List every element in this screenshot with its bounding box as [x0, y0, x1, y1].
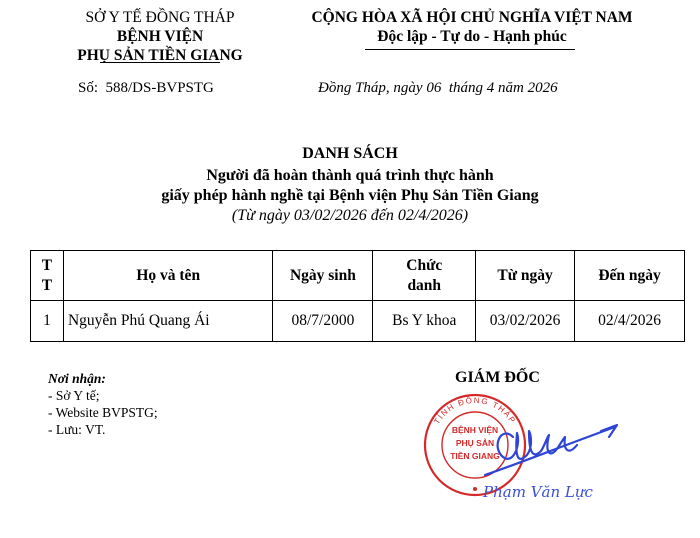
document-number-value: 588/DS-BVPSTG [105, 80, 214, 96]
recipients-label: Nơi nhận: [48, 371, 106, 386]
issuer-underline [100, 62, 220, 63]
document-date [318, 80, 558, 97]
seal-star [473, 487, 477, 491]
document-subtitle-line2: giấy phép hành nghề tại Bệnh viện Phụ Sản Tiền Giang [161, 187, 539, 204]
cell-from: 03/02/2026 [476, 301, 575, 342]
document-number-label: Số: [78, 80, 99, 96]
seal-text-line2: PHỤ SẢN [455, 438, 495, 448]
header-name: Họ và tên [63, 251, 273, 301]
header-to: Đến ngày [575, 251, 685, 301]
cell-tt: 1 [31, 301, 64, 342]
seal-ring-text: TỈNH ĐỒNG THÁP [432, 395, 518, 426]
signer-role: GIÁM ĐỐC [455, 369, 540, 386]
table-header-row [31, 251, 685, 301]
cell-to: 02/4/2026 [575, 301, 685, 342]
date-month-year: tháng 4 năm 2026 [448, 80, 558, 96]
recipient-item: - Sở Y tế; [48, 388, 100, 403]
header-dob: Ngày sinh [273, 251, 373, 301]
document-title: DANH SÁCH [302, 145, 398, 162]
hospital-seal [425, 395, 525, 495]
recipients-block [48, 370, 158, 438]
hospital-name-line1: BỆNH VIỆN [116, 28, 204, 45]
date-prefix: Đồng Tháp, ngày [318, 80, 423, 96]
issuer-block [40, 8, 280, 65]
country-name: CỘNG HÒA XÃ HỘI CHỦ NGHĨA VIỆT NAM [311, 9, 633, 26]
document-period: (Từ ngày 03/02/2026 đến 02/4/2026) [231, 207, 469, 224]
cell-title: Bs Y khoa [373, 301, 476, 342]
header-title: Chức danh [373, 251, 476, 301]
cell-dob: 08/7/2000 [273, 301, 373, 342]
recipient-item: - Website BVPSTG; [48, 405, 158, 420]
hospital-name-line2: PHỤ SẢN TIỀN GIANG [77, 47, 243, 64]
motto-underline [365, 49, 575, 50]
document-number [78, 80, 214, 97]
national-header [262, 8, 682, 46]
recipient-item: - Lưu: VT. [48, 422, 106, 437]
seal-and-signature [405, 385, 625, 525]
header-from: Từ ngày [476, 251, 575, 301]
national-motto: Độc lập - Tự do - Hạnh phúc [377, 28, 567, 45]
date-day: 06 [426, 80, 442, 96]
department-name: SỞ Y TẾ ĐỒNG THÁP [85, 9, 235, 26]
seal-text-line3: TIỀN GIANG [450, 451, 500, 461]
document-subtitle-line1: Người đã hoàn thành quá trình thực hành [206, 167, 494, 184]
cell-name: Nguyễn Phú Quang Ái [63, 301, 273, 342]
practitioner-table [30, 250, 685, 342]
header-tt: T T [31, 251, 64, 301]
signer-name: Phạm Văn Lực [483, 483, 593, 501]
seal-text-line1: BỆNH VIỆN [451, 425, 499, 435]
table-row [31, 301, 685, 342]
